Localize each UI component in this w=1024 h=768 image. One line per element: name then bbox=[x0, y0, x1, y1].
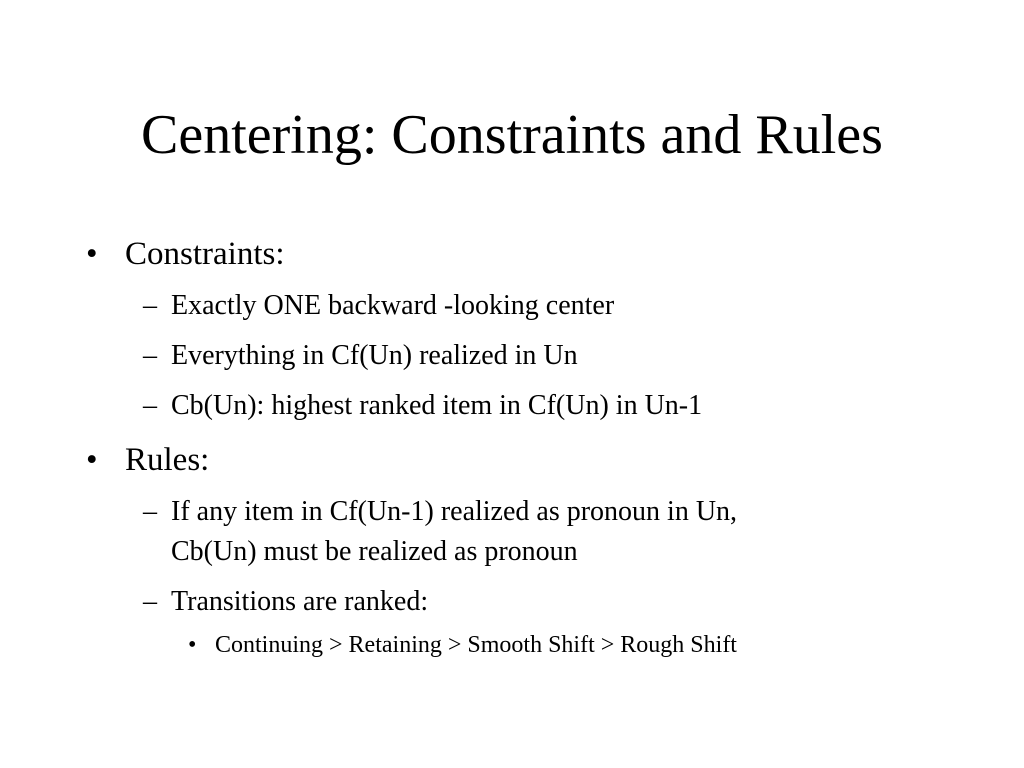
dash-marker: – bbox=[143, 340, 157, 371]
slide-title: Centering: Constraints and Rules bbox=[141, 104, 883, 166]
dash-marker: – bbox=[143, 496, 157, 527]
dash-marker: – bbox=[143, 390, 157, 421]
list-item: Everything in Cf(Un) realized in Un bbox=[171, 340, 578, 371]
section-heading-rules: Rules: bbox=[125, 442, 210, 478]
bullet-marker: • bbox=[86, 442, 98, 478]
dash-marker: – bbox=[143, 290, 157, 321]
section-heading-constraints: Constraints: bbox=[125, 236, 285, 272]
list-item: Exactly ONE backward -looking center bbox=[171, 290, 615, 321]
bullet-marker: • bbox=[86, 236, 98, 272]
list-item-line-2: Cb(Un) must be realized as pronoun bbox=[171, 536, 578, 567]
list-item: Transitions are ranked: bbox=[171, 586, 429, 617]
sub-list-item: Continuing > Retaining > Smooth Shift > Rough Shift bbox=[215, 632, 737, 658]
sub-bullet-marker: • bbox=[188, 632, 197, 658]
list-item: Cb(Un): highest ranked item in Cf(Un) in Un-1 bbox=[171, 390, 703, 421]
dash-marker: – bbox=[143, 586, 157, 617]
list-item-line-1: If any item in Cf(Un-1) realized as pronoun in Un, bbox=[171, 496, 738, 527]
